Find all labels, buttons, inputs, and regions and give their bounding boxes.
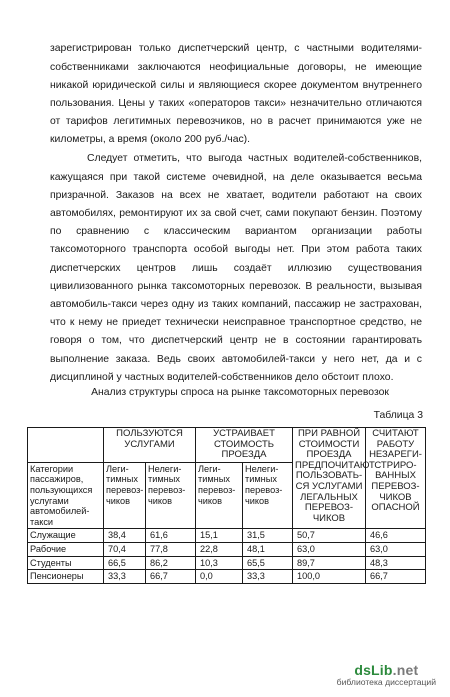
- watermark-logo[interactable]: [337, 662, 436, 687]
- group-header-cost: УСТРАИВАЕТ СТОИМОСТЬ ПРОЕЗДА: [196, 428, 293, 463]
- cell-value: 66,5: [104, 556, 146, 570]
- subheader-legit-1: Леги-тимных перевоз-чиков: [104, 462, 146, 529]
- cell-value: 50,7: [293, 529, 366, 543]
- cell-value: 38,4: [104, 529, 146, 543]
- logo-dot: .: [392, 662, 397, 678]
- row-category: Рабочие: [28, 542, 104, 556]
- group-header-use: ПОЛЬЗУЮТСЯ УСЛУГАМИ: [104, 428, 196, 463]
- cell-value: 63,0: [366, 542, 426, 556]
- row-category: Служащие: [28, 529, 104, 543]
- table-row: [28, 529, 426, 543]
- logo-text: [337, 662, 436, 678]
- group-header-prefer-legal: ПРИ РАВНОЙ СТОИМОСТИ ПРОЕЗДА ПРЕДПОЧИТАЮТ ПОЛЬЗОВАТЬ-СЯ УСЛУГАМИ ЛЕГАЛЬНЫХ ПЕРЕВОЗ-ЧИКОВ: [293, 428, 366, 529]
- paragraph-1: зарегистрирован только диспетчерский центр, с частными водителями-собственниками заключаются неофициальные договоры, не имеющие никакой юридической силы и являющиеся скорее документом внутреннего пользования. Цены у таких «операторов такси» незначительно отличаются от тарифов легитимных перевозчиков, но в расчет принимаются уже не километры, а время (около 200 руб./час).: [50, 43, 422, 146]
- subheader-illegit-2: Нелеги-тимных перевоз-чиков: [243, 462, 293, 529]
- group-header-unsafe: СЧИТАЮТ РАБОТУ НЕЗАРЕГИ-СТРИРО-ВАННЫХ ПЕРЕВОЗ-ЧИКОВ ОПАСНОЙ: [366, 428, 426, 529]
- row-category: Пенсионеры: [28, 570, 104, 584]
- cell-value: 15,1: [196, 529, 243, 543]
- cell-value: 63,0: [293, 542, 366, 556]
- table-group-header-row: [28, 428, 426, 463]
- cell-value: 33,3: [243, 570, 293, 584]
- cell-value: 22,8: [196, 542, 243, 556]
- cell-value: 61,6: [146, 529, 196, 543]
- subheader-legit-2: Леги-тимных перевоз-чиков: [196, 462, 243, 529]
- cell-value: 31,5: [243, 529, 293, 543]
- cell-value: 66,7: [146, 570, 196, 584]
- row-category: Студенты: [28, 556, 104, 570]
- cell-value: 48,1: [243, 542, 293, 556]
- cell-value: 77,8: [146, 542, 196, 556]
- table-number: Таблица 3: [373, 410, 423, 421]
- logo-tld: net: [396, 662, 419, 678]
- cell-value: 86,2: [146, 556, 196, 570]
- cell-value: 10,3: [196, 556, 243, 570]
- cell-value: 33,3: [104, 570, 146, 584]
- row-header: Категории пассажиров, пользующихся услугами автомобилей-такси: [28, 462, 104, 529]
- demand-structure-table: [27, 427, 426, 584]
- logo-main: dsLib: [354, 662, 393, 678]
- table-row: [28, 570, 426, 584]
- subheader-illegit-1: Нелеги-тимных перевоз-чиков: [146, 462, 196, 529]
- table-caption: Анализ структуры спроса на рынке таксомоторных перевозок: [91, 387, 389, 398]
- cell-value: 65,5: [243, 556, 293, 570]
- cell-value: 0,0: [196, 570, 243, 584]
- cell-value: 46,6: [366, 529, 426, 543]
- cell-value: 89,7: [293, 556, 366, 570]
- logo-subtitle: библиотека диссертаций: [336, 677, 436, 687]
- table-row: [28, 542, 426, 556]
- paragraph-2: Следует отметить, что выгода частных водителей-собственников, кажущаяся при такой системе очевидной, на деле оказывается весьма призрачной. Заказов на всех не хватает, водители работают на своих автомобилях, ремонтируют их за свой счет, сами покупают бензин. Поэтому по сравнению с классическим вариантом организации работы таксомоторного транспорта особой выгоды нет. При этом работа таких диспетчерских центров лишь создаёт иллюзию существования цивилизованного рынка таксомоторных перевозок. В реальности, вызывая автомобиль-такси через одну из таких компаний, пассажир не застрахован, что к нему не приедет технически неисправное транспортное средство, не говоря о том, что диспетчерский центр не в состоянии гарантировать выполнение заказа. Ведь своих автомобилей-такси у него нет, да и с дисциплиной у частных водителей-собственников дело обстоит плохо.: [50, 153, 422, 383]
- cell-value: 48,3: [366, 556, 426, 570]
- table-corner-cell: [28, 428, 104, 463]
- cell-value: 70,4: [104, 542, 146, 556]
- table-row: [28, 556, 426, 570]
- cell-value: 66,7: [366, 570, 426, 584]
- cell-value: 100,0: [293, 570, 366, 584]
